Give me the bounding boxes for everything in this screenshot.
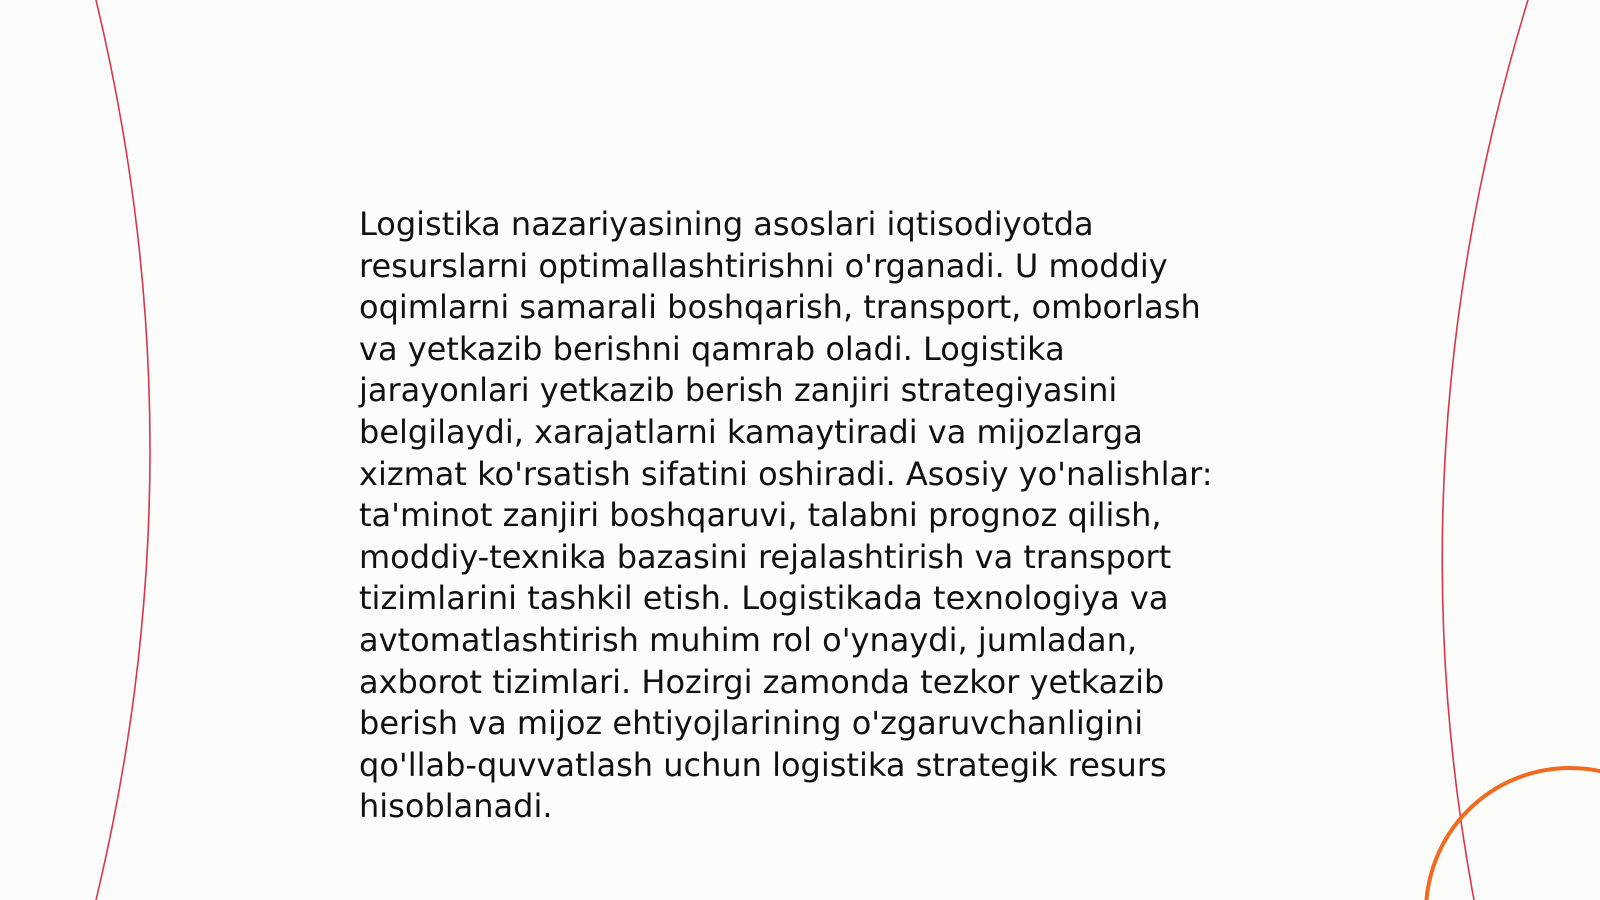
accent-circle <box>1426 768 1600 900</box>
right-curve-line <box>1442 0 1528 900</box>
left-curve-line <box>96 0 150 900</box>
body-paragraph: Logistika nazariyasining asoslari iqtisodiyotda resurslarni optimallashtirishni o'rganadi. U moddiy oqimlarni samarali boshqarish, transport, omborlash va yetkazib berishni qamrab oladi. Logistika jarayonlari yetkazib berish zanjiri strategiyasini belgilaydi, xarajatlarni kamaytiradi va mijozlarga xizmat ko'rsatish sifatini oshiradi. Asosiy yo'nalishlar: ta'minot zanjiri boshqaruvi, talabni prognoz qilish, moddiy-texnika bazasini rejalashtirish va transport tizimlarini tashkil etish. Logistikada texnologiya va avtomatlashtirish muhim rol o'ynaydi, jumladan, axborot tizimlari. Hozirgi zamonda tezkor yetkazib berish va mijoz ehtiyojlarining o'zgaruvchanligini qo'llab-quvvatlash uchun logistika strategik resurs hisoblanadi. <box>359 205 1213 826</box>
